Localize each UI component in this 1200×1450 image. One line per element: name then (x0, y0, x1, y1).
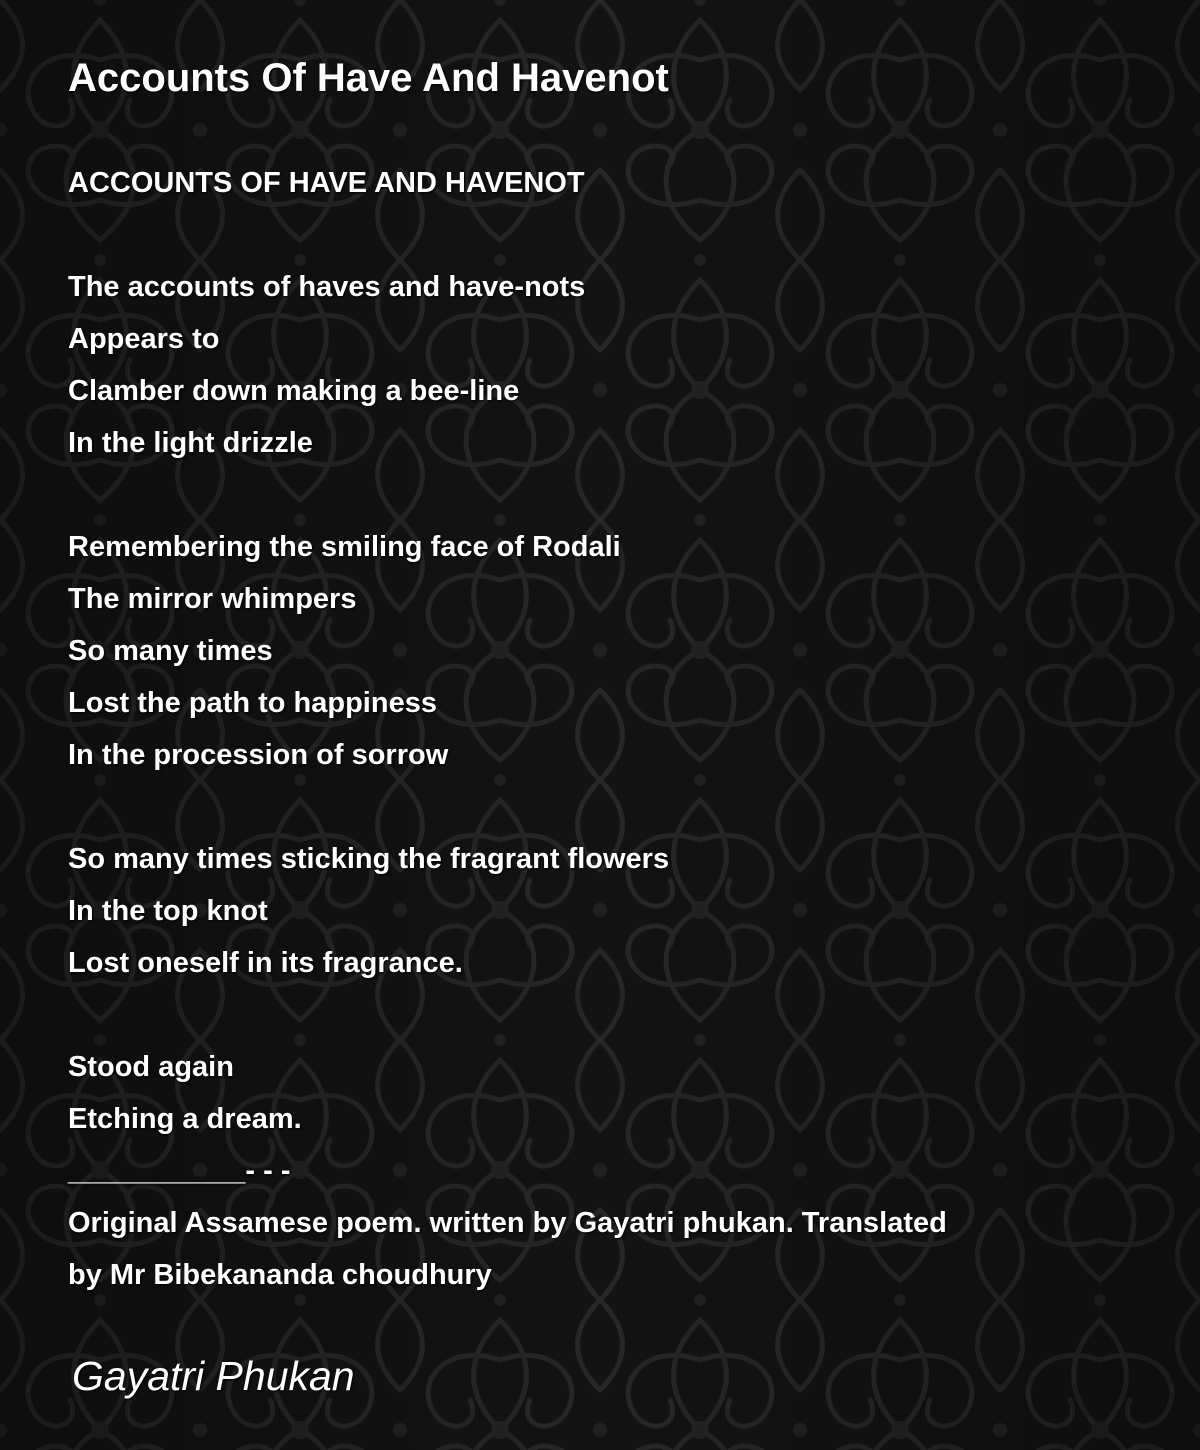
poem-line: The accounts of haves and have-nots (68, 271, 586, 303)
translation-credit-line: by Mr Bibekananda choudhury (68, 1259, 492, 1291)
poem-blank-line (68, 469, 1168, 521)
poem-line: Appears to (68, 323, 220, 355)
poem-line: Remembering the smiling face of Rodali (68, 531, 621, 563)
poem-separator-line: ___________- - - (68, 1155, 291, 1187)
poem-line: So many times sticking the fragrant flowers (68, 843, 670, 875)
poem-line: In the procession of sorrow (68, 739, 449, 771)
poem-blank-line (68, 989, 1168, 1041)
poem-line: So many times (68, 635, 273, 667)
poem-body (68, 157, 1168, 1301)
poem-line: In the light drizzle (68, 427, 313, 459)
poem-line: The mirror whimpers (68, 583, 357, 615)
poem-line: Stood again (68, 1051, 234, 1083)
poem-line: Lost oneself in its fragrance. (68, 947, 463, 979)
poem-line: ACCOUNTS OF HAVE AND HAVENOT (68, 167, 585, 199)
translation-credit-line: Original Assamese poem. written by Gayatri phukan. Translated (68, 1207, 947, 1239)
poem-line: Etching a dream. (68, 1103, 302, 1135)
poem-title: Accounts Of Have And Havenot (68, 56, 669, 100)
poem-author: Gayatri Phukan (72, 1353, 355, 1399)
poem-blank-line (68, 781, 1168, 833)
poem-line: Clamber down making a bee-line (68, 375, 520, 407)
poem-blank-line (68, 209, 1168, 261)
poem-line: In the top knot (68, 895, 268, 927)
poem-line: Lost the path to happiness (68, 687, 437, 719)
poem-container (68, 56, 1168, 1301)
